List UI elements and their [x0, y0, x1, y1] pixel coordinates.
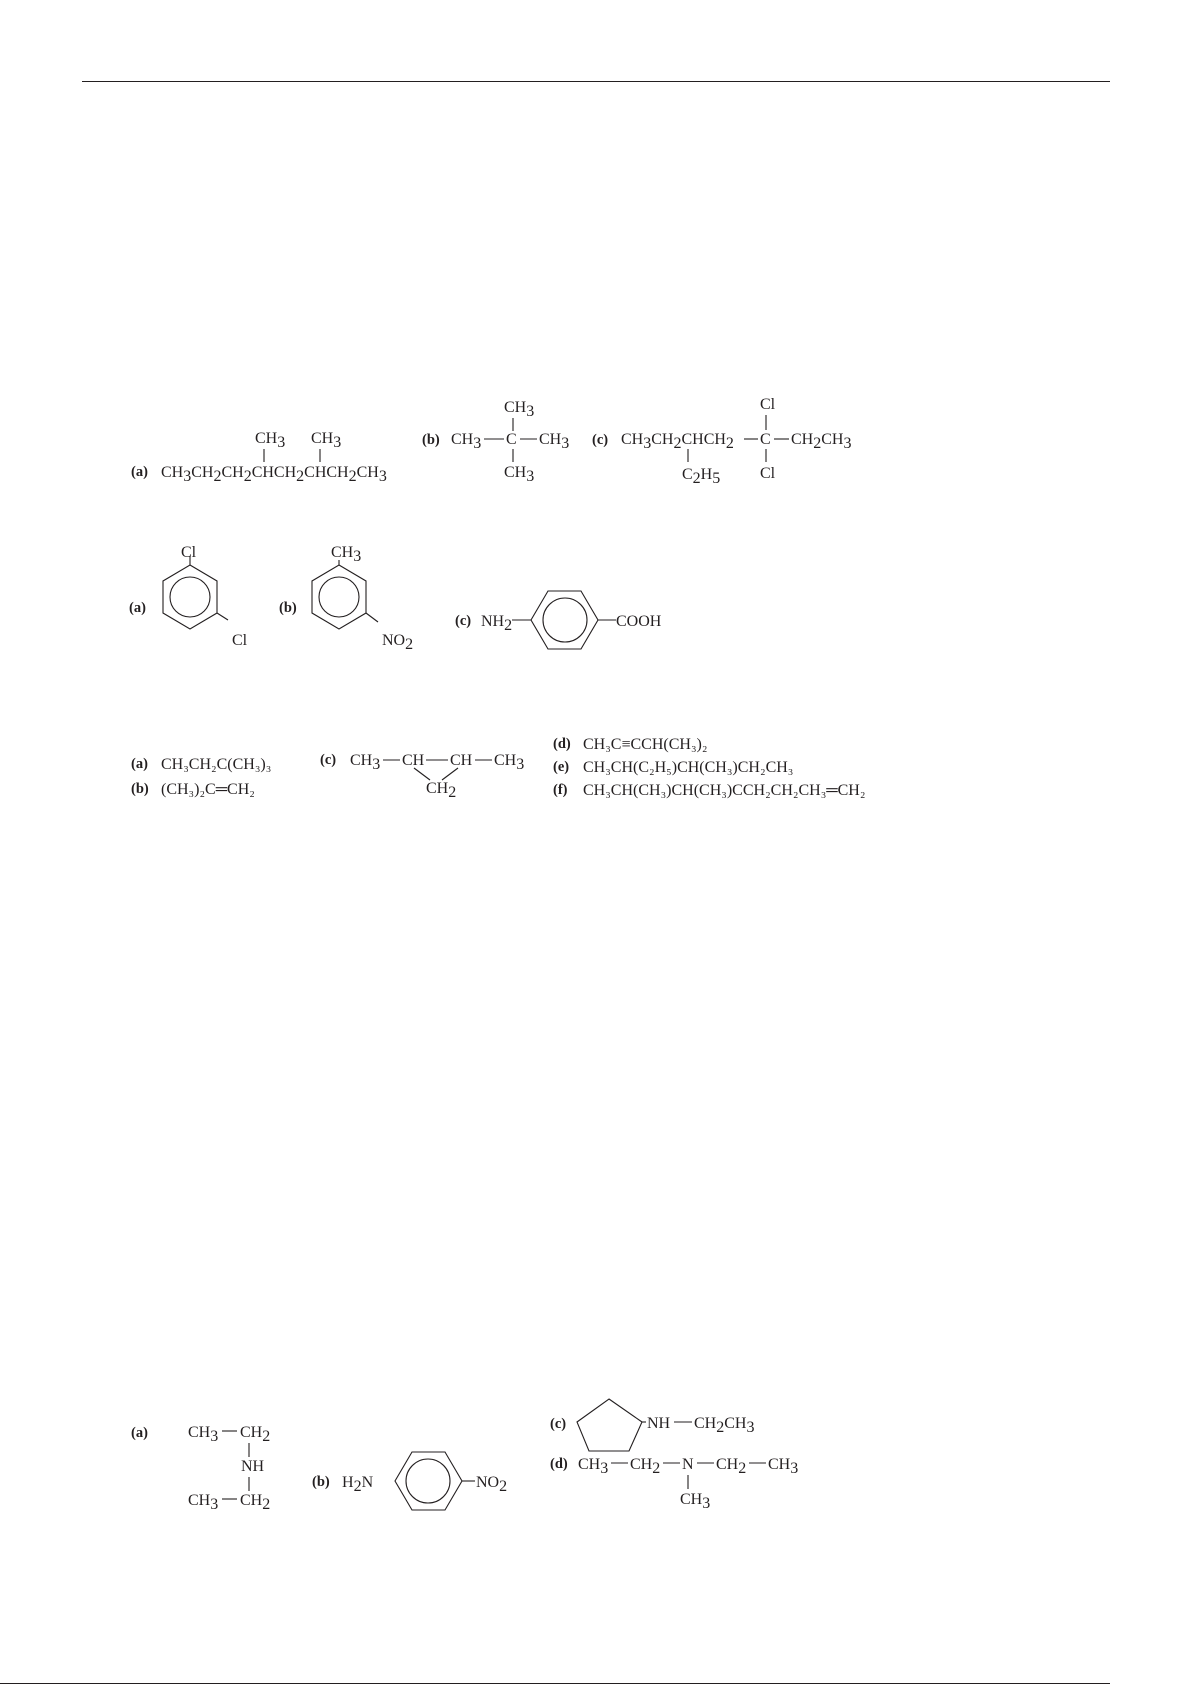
svg-text:CH: CH — [450, 752, 473, 769]
row4-c-label: (c) — [550, 1416, 567, 1432]
row3-e-label: (e) — [553, 759, 570, 775]
row3-a-label: (a) — [131, 756, 148, 772]
row1-b-bottom: CH3 — [504, 464, 535, 485]
row1-c-label: (c) — [592, 432, 609, 448]
row4-b-nitroaniline — [342, 1452, 507, 1510]
row1-c-chain: CH3CH2CHCH2 — [621, 431, 734, 452]
row3-hydrocarbons-figure — [0, 725, 1192, 825]
row2-aromatic-figure — [0, 530, 1192, 660]
row1-c-top: Cl — [760, 396, 776, 413]
row4-b-label: (b) — [312, 1474, 330, 1490]
row2-b-benzene — [312, 544, 413, 653]
row2-a-label: (a) — [129, 600, 146, 616]
svg-text:NH: NH — [647, 1415, 671, 1432]
svg-text:CH2: CH2 — [240, 1492, 271, 1513]
row3-d-formula: CH₃C≡CCH(CH₃)₂ — [583, 736, 708, 753]
row2-c-label: (c) — [455, 613, 472, 629]
row3-c-cyclopropane — [350, 752, 524, 801]
row3-e-formula: CH₃CH(C₂H₅)CH(CH₃)CH₂CH₃ — [583, 759, 794, 776]
row2-a-sub-bottom: Cl — [232, 632, 248, 649]
row1-b-center: C — [506, 431, 517, 448]
row1-a-methyl1: CH3 — [255, 430, 286, 451]
svg-text:CH3: CH3 — [768, 1456, 799, 1477]
svg-text:N: N — [682, 1456, 694, 1473]
row1-b-top: CH3 — [504, 399, 535, 420]
row1-c-branch: C2H5 — [682, 466, 721, 487]
svg-text:CH3: CH3 — [350, 752, 381, 773]
row1-b-left: CH3 — [451, 431, 482, 452]
row1-b-right: CH3 — [539, 431, 570, 452]
row3-c-label: (c) — [320, 752, 337, 768]
svg-text:CH3: CH3 — [188, 1424, 219, 1445]
row4-a-label: (a) — [131, 1425, 148, 1441]
row1-a-chain: CH3CH2CH2CHCH2CHCH2CH3 — [161, 464, 387, 485]
row4-d-label: (d) — [550, 1456, 568, 1472]
svg-text:CH3: CH3 — [680, 1491, 711, 1512]
row1-a-structure — [161, 430, 387, 485]
row2-b-label: (b) — [279, 600, 297, 616]
svg-text:CH2: CH2 — [426, 780, 457, 801]
row1-c-bottom: Cl — [760, 465, 776, 482]
svg-text:NO2: NO2 — [476, 1474, 508, 1495]
row4-c-cyclopentylamine — [577, 1399, 754, 1451]
row4-amines-figure — [0, 1390, 1192, 1520]
row2-a-benzene — [163, 544, 248, 649]
row3-b-formula: (CH₃)₂C═CH₂ — [161, 781, 255, 798]
row3-a-formula: CH₃CH₂C(CH₃)₃ — [161, 756, 272, 773]
row4-a-diethylamine — [188, 1424, 270, 1513]
row2-b-sub-top: CH3 — [331, 544, 362, 565]
row2-b-sub-bottom: NO2 — [382, 632, 414, 653]
svg-text:CH3: CH3 — [188, 1492, 219, 1513]
svg-text:CH2: CH2 — [716, 1456, 747, 1477]
row2-c-benzene — [481, 591, 662, 649]
row1-c-structure — [621, 396, 851, 487]
row4-d-tertiary-amine — [578, 1456, 798, 1512]
svg-text:NH: NH — [241, 1458, 265, 1475]
svg-text:CH3: CH3 — [578, 1456, 609, 1477]
row2-a-sub-top: Cl — [181, 544, 197, 561]
svg-text:CH2: CH2 — [630, 1456, 661, 1477]
row1-a-label: (a) — [131, 464, 148, 480]
svg-text:CH: CH — [402, 752, 425, 769]
row2-c-right: COOH — [616, 613, 662, 630]
row1-c-right: CH2CH3 — [791, 431, 852, 452]
row3-f-formula: CH₃CH(CH₃)CH(CH₃)CCH₂CH₂CH₃═CH₂ — [583, 782, 866, 799]
header-rule — [82, 81, 1110, 82]
row1-b-label: (b) — [422, 432, 440, 448]
svg-text:CH2CH3: CH2CH3 — [694, 1415, 755, 1436]
row1-a-methyl2: CH3 — [311, 430, 342, 451]
row1-alkanes-figure — [0, 380, 1192, 500]
row2-c-left: NH2 — [481, 613, 513, 634]
footer-rule — [0, 1683, 1110, 1684]
row3-f-label: (f) — [553, 782, 568, 798]
svg-text:CH2: CH2 — [240, 1424, 271, 1445]
svg-text:H2N: H2N — [342, 1474, 374, 1495]
row1-c-center: C — [760, 431, 771, 448]
svg-text:CH3: CH3 — [494, 752, 525, 773]
row1-b-structure — [451, 399, 569, 485]
row3-b-label: (b) — [131, 781, 149, 797]
row3-d-label: (d) — [553, 736, 571, 752]
